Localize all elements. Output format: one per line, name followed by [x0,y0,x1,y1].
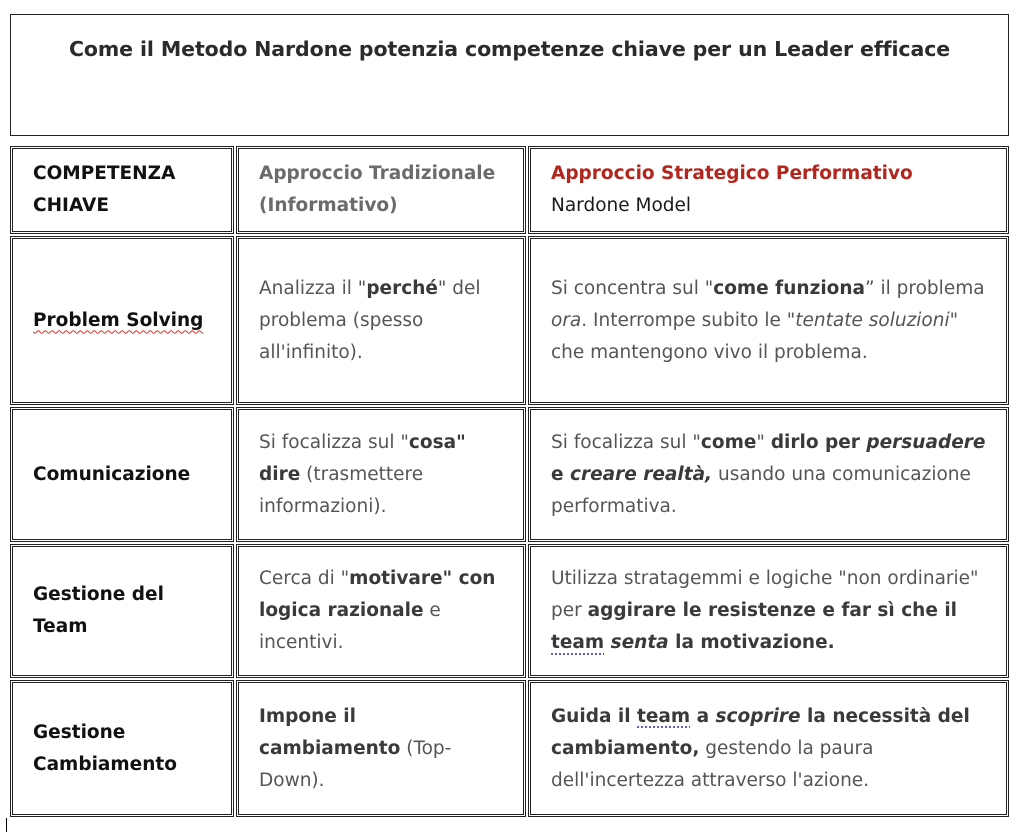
header-approccio-strategico [530,148,1007,232]
row-gestione-cambiamento-tradizionale [238,682,524,815]
row-gestione-team-name [12,546,232,676]
text-bold: la motivazione. [668,632,835,653]
header-col2-line2: (Informativo) [259,195,398,216]
trad-text [259,427,503,523]
competenza-comunicazione: Comunicazione [33,463,191,485]
trad-text [259,273,503,369]
text-bold: Guida il [551,705,637,727]
text-span: e incentivi. [259,600,441,653]
row-comunicazione-strategico [530,409,1007,540]
header-col3-line2: Nardone Model [551,195,692,216]
row-problem-solving-strategico [530,238,1007,403]
text-bold: dirlo per [770,431,867,453]
text-span: Utilizza stratagemmi e logiche "non ordinarie" per [551,568,979,621]
text-span: " [756,431,771,453]
text-bold: aggirare le resistenze e far sì che il [587,600,958,621]
competenza-gestione-team-line1: Gestione del [33,584,164,605]
row-gestione-team-tradizionale [238,546,524,676]
row-comunicazione-tradizionale [238,409,524,540]
text-bold: la necessità del cambiamento, [551,705,970,759]
trad-text [259,563,503,659]
text-bold: e [551,463,570,485]
competenza-gestione-cambiamento-line2: Cambiamento [33,753,177,775]
text-span: Si focalizza sul " [259,431,409,453]
header-col3-line1: Approccio Strategico Performativo [551,163,913,184]
text-span: . Interrompe subito le " [581,309,796,331]
text-span: Si concentra sul " [551,277,714,299]
text-span: gestendo la paura dell'incertezza attraverso l'azione. [551,737,874,791]
competenza-gestione-cambiamento-line1: Gestione [33,721,126,743]
header-competenza [12,148,232,232]
row-gestione-cambiamento-name [12,682,232,815]
text-bold: Impone il cambiamento [259,705,401,759]
text-span: usando una comunicazione performativa. [551,463,971,517]
row-problem-solving-tradizionale [238,238,524,403]
document-title: Come il Metodo Nardone potenzia competenze chiave per un Leader efficace [68,37,951,61]
row-comunicazione-name [12,409,232,540]
text-bold-dotted: team [637,705,691,727]
text-italic: tentate soluzioni [795,309,950,331]
text-span: Cerca di " [259,568,350,589]
text-span: Analizza il " [259,277,367,299]
text-bold: perché [366,277,438,299]
text-span: " che mantengono vivo il problema. [551,309,959,363]
text-span: (Top-Down). [259,737,452,791]
header-approccio-tradizionale [238,148,524,232]
text-bold: a [690,705,716,727]
text-bold-italic: creare realtà, [570,463,713,485]
title-box [10,14,1009,136]
text-bold: come funziona [713,277,866,299]
strat-text [551,563,986,659]
text-bold-dotted: team [551,632,605,653]
strat-text [551,273,986,369]
text-span: (trasmettere informazioni). [259,463,424,517]
text-span: Si focalizza sul " [551,431,701,453]
text-bold-italic: scoprire [715,705,801,727]
text-italic: ora [551,309,582,331]
row-problem-solving-name [12,238,232,403]
text-span: ” il problema [865,277,985,299]
header-col2-line1: Approccio Tradizionale [259,163,496,184]
text-bold: cosa" dire [259,431,466,485]
strat-text [551,427,986,523]
text-bold-italic: senta [610,632,669,653]
text-bold: come [700,431,757,453]
text-bold: motivare" con logica razionale [259,568,496,621]
text-bold-italic: persuadere [866,431,986,453]
trad-text [259,701,503,797]
row-gestione-cambiamento-strategico [530,682,1007,815]
header-col1-line1: COMPETENZA [33,163,176,184]
text-cursor [6,818,7,832]
strat-text [551,701,986,797]
row-gestione-team-strategico [530,546,1007,676]
competenza-gestione-team-line2: Team [33,616,88,637]
text-span: " del problema (spesso all'infinito). [259,277,481,363]
competenza-problem-solving: Problem Solving [33,309,204,331]
header-col1-line2: CHIAVE [33,195,109,216]
